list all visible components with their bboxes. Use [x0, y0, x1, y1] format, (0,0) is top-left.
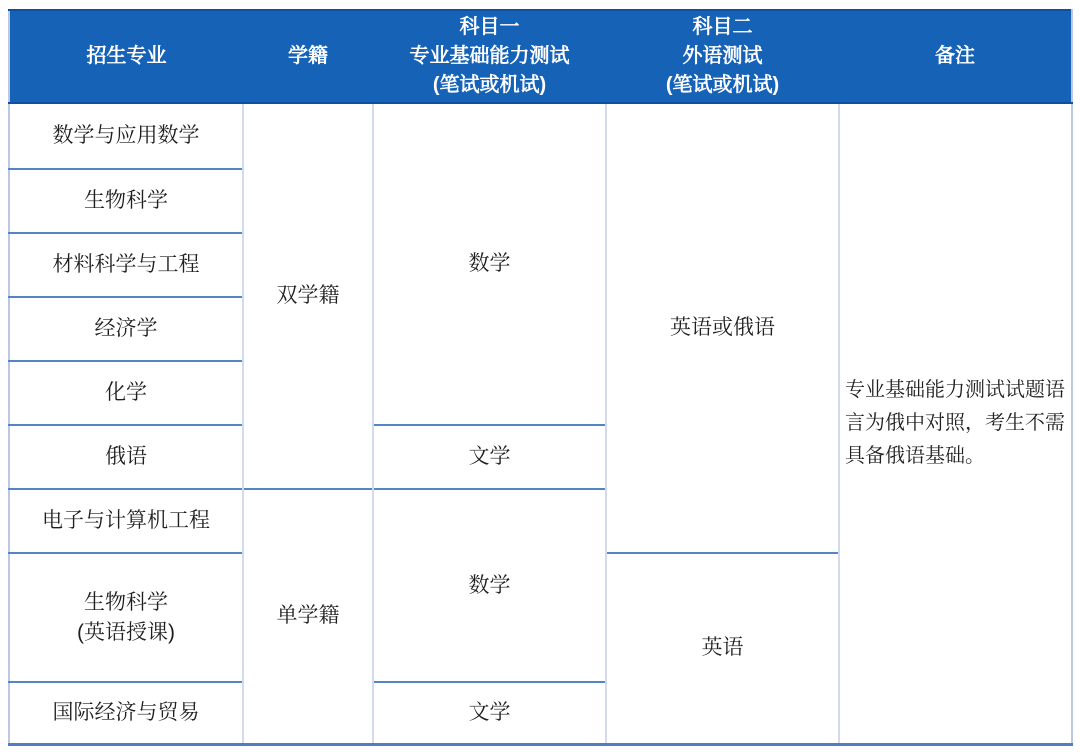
table-body [9, 103, 1072, 744]
header-cell-remark [839, 10, 1072, 103]
header-enrollment-label: 学籍 [288, 45, 328, 67]
subject1-cell-math-1: 数学 [373, 103, 606, 425]
table-header [9, 10, 1072, 103]
header-subject1-line2: 专业基础能力测试 [409, 45, 570, 67]
header-cell-subject2 [606, 10, 839, 103]
major-cell-economics: 经济学 [9, 297, 243, 361]
major-cell-biology: 生物科学 [9, 169, 243, 233]
header-subject1-line1: 科目一 [459, 16, 520, 38]
major-cell-russian: 俄语 [9, 425, 243, 489]
enrollment-cell-dual: 双学籍 [243, 103, 373, 489]
header-cell-major [9, 10, 243, 103]
header-cell-enrollment [243, 10, 373, 103]
subject2-cell-english-or-russian: 英语或俄语 [606, 103, 839, 553]
header-cell-subject1 [373, 10, 606, 103]
subject1-cell-literature-1: 文学 [373, 425, 606, 489]
header-remark-label: 备注 [935, 45, 975, 67]
header-subject1-line3: (笔试或机试) [432, 74, 547, 96]
table-row [9, 103, 1072, 169]
major-note-line: (英语授课) [77, 620, 175, 644]
header-subject2-line2: 外语测试 [682, 45, 763, 67]
major-cell-intl-trade: 国际经济与贸易 [9, 682, 243, 744]
subject2-cell-english: 英语 [606, 553, 839, 744]
major-cell-materials: 材料科学与工程 [9, 233, 243, 297]
enrollment-cell-single: 单学籍 [243, 489, 373, 744]
subject1-cell-math-2: 数学 [373, 489, 606, 682]
major-cell-ece: 电子与计算机工程 [9, 489, 243, 553]
header-subject2-line1: 科目二 [692, 16, 753, 38]
subject1-cell-literature-2: 文学 [373, 682, 606, 744]
header-major-label: 招生专业 [86, 45, 167, 67]
remark-cell: 专业基础能力测试试题语言为俄中对照，考生不需具备俄语基础。 [839, 103, 1072, 744]
major-cell-chemistry: 化学 [9, 361, 243, 425]
major-cell-biology-english [9, 553, 243, 682]
major-name-line: 生物科学 [84, 590, 168, 614]
major-cell-math-applied: 数学与应用数学 [9, 103, 243, 169]
header-subject2-line3: (笔试或机试) [665, 74, 780, 96]
admissions-table [8, 9, 1073, 746]
header-row [9, 10, 1072, 103]
